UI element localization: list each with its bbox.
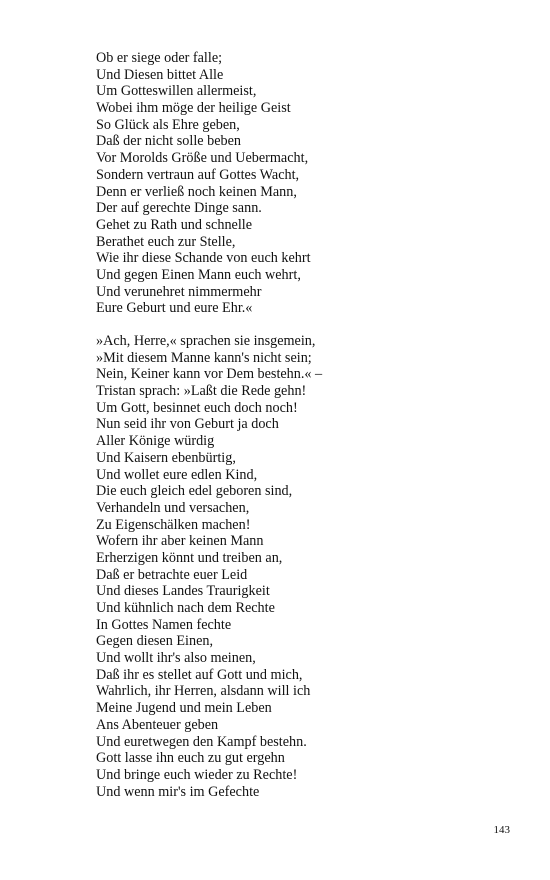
- verse-line: Und kühnlich nach dem Rechte: [96, 600, 275, 616]
- verse-line: Ob er siege oder falle;: [96, 50, 223, 66]
- verse-line: Wie ihr diese Schande von euch kehrt: [96, 250, 311, 267]
- verse-line: Zu Eigenschälken machen!: [96, 516, 251, 533]
- verse-line: Wobei ihm möge der heilige Geist: [96, 100, 291, 117]
- verse-line: Wahrlich, ihr Herren, alsdann will ich: [96, 683, 311, 700]
- verse-line: »Ach, Herre,« sprachen sie insgemein,: [96, 333, 316, 349]
- verse-line: Daß ihr es stellet auf Gott und mich,: [96, 666, 303, 683]
- verse-line: Aller Könige würdig: [96, 433, 215, 450]
- verse-line: Und verunehret nimmermehr: [96, 283, 262, 300]
- verse-line: Und dieses Landes Traurigkeit: [96, 583, 270, 600]
- verse-line: In Gottes Namen fechte: [96, 616, 232, 633]
- verse-line: Und wenn mir's im Gefechte: [96, 783, 260, 800]
- verse-line: Um Gotteswillen allermeist,: [96, 83, 257, 100]
- verse-line: Und gegen Einen Mann euch wehrt,: [96, 266, 301, 283]
- verse-line: So Glück als Ehre geben,: [96, 116, 240, 133]
- verse-line: Nun seid ihr von Geburt ja doch: [96, 416, 279, 433]
- stanza-1: [96, 50, 311, 317]
- page-number: 143: [493, 824, 510, 836]
- verse-line: Und wollet eure edlen Kind,: [96, 466, 258, 483]
- verse-line: Denn er verließ noch keinen Mann,: [96, 183, 297, 200]
- verse-line: Ans Abenteuer geben: [96, 716, 219, 733]
- verse-line: Um Gott, besinnet euch doch noch!: [96, 399, 298, 416]
- verse-line: Vor Morolds Größe und Uebermacht,: [96, 150, 309, 167]
- verse-line: Gegen diesen Einen,: [96, 633, 214, 650]
- verse-line: Wofern ihr aber keinen Mann: [96, 533, 264, 550]
- verse-line: Und bringe euch wieder zu Rechte!: [96, 766, 298, 783]
- verse-line: Berathet euch zur Stelle,: [96, 233, 236, 250]
- verse-line: Gott lasse ihn euch zu gut ergehn: [96, 750, 285, 767]
- verse-line: Die euch gleich edel geboren sind,: [96, 483, 293, 500]
- verse-line: »Mit diesem Manne kann's nicht sein;: [96, 349, 312, 366]
- verse-line: Sondern vertraun auf Gottes Wacht,: [96, 166, 300, 183]
- verse-line: Tristan sprach: »Laßt die Rede gehn!: [96, 383, 307, 400]
- stanza-2: [96, 333, 322, 800]
- verse-line: Verhandeln und versachen,: [96, 499, 250, 516]
- verse-line: Meine Jugend und mein Leben: [96, 700, 272, 717]
- verse-line: Eure Geburt und eure Ehr.«: [96, 300, 253, 317]
- verse-line: Und Kaisern ebenbürtig,: [96, 449, 236, 466]
- verse-line: Und euretwegen den Kampf bestehn.: [96, 733, 307, 750]
- verse-line: Und Diesen bittet Alle: [96, 66, 224, 83]
- verse-line: Gehet zu Rath und schnelle: [96, 216, 253, 233]
- verse-line: Erherzigen könnt und treiben an,: [96, 549, 283, 566]
- verse-line: Daß der nicht solle beben: [96, 133, 241, 150]
- verse-line: Der auf gerechte Dinge sann.: [96, 200, 262, 217]
- verse-line: Daß er betrachte euer Leid: [96, 566, 248, 583]
- verse-line: Nein, Keiner kann vor Dem bestehn.« –: [96, 366, 323, 383]
- verse-line: Und wollt ihr's also meinen,: [96, 650, 256, 667]
